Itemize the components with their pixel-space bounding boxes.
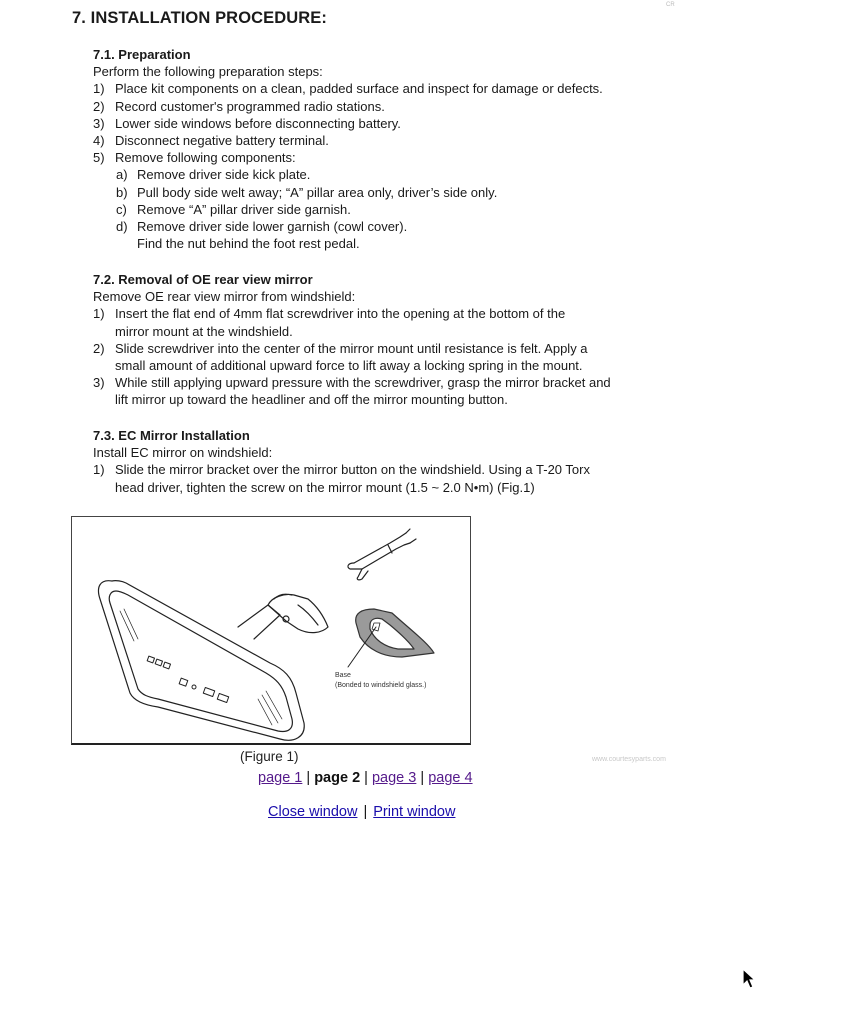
page-3-link[interactable]: page 3 bbox=[371, 770, 417, 786]
list-item bbox=[93, 80, 693, 97]
item-text: Record customer's programmed radio stations. bbox=[115, 98, 385, 114]
mouse-pointer-icon bbox=[742, 968, 758, 995]
item-letter: c) bbox=[116, 201, 127, 217]
list-item bbox=[93, 149, 693, 166]
separator: | bbox=[363, 804, 368, 820]
list-item bbox=[93, 461, 693, 478]
item-number: 5) bbox=[93, 150, 105, 166]
item-text: Insert the flat end of 4mm flat screwdriver into the opening at the bottom of the bbox=[115, 306, 566, 322]
item-text: While still applying upward pressure with the screwdriver, grasp the mirror bracket and bbox=[115, 375, 611, 391]
list-item bbox=[93, 374, 693, 391]
item-number: 4) bbox=[93, 133, 105, 149]
list-item bbox=[93, 305, 693, 322]
mirror-buttons-drawing bbox=[147, 656, 229, 702]
separator: | bbox=[364, 770, 368, 786]
mirror-mount-drawing bbox=[238, 594, 328, 639]
item-text: Pull body side welt away; “A” pillar area only, driver’s side only. bbox=[137, 184, 498, 200]
section-title: 7.1. Preparation bbox=[93, 47, 191, 62]
figure-label-base: Base bbox=[335, 672, 351, 679]
item-number: 1) bbox=[93, 306, 105, 322]
page-heading: 7. INSTALLATION PROCEDURE: bbox=[72, 9, 327, 27]
section-ec-mirror-installation bbox=[93, 427, 693, 496]
torx-driver-drawing bbox=[348, 529, 416, 580]
separator: | bbox=[420, 770, 425, 786]
item-text-continued: mirror mount at the windshield. bbox=[115, 323, 293, 339]
watermark: www.courtesyparts.com bbox=[592, 756, 666, 763]
item-text: Remove driver side lower garnish (cowl cover). bbox=[137, 219, 408, 235]
mirror-illustration bbox=[72, 517, 470, 743]
item-text: Disconnect negative battery terminal. bbox=[115, 133, 329, 149]
item-letter: a) bbox=[116, 167, 128, 183]
item-text: Slide screwdriver into the center of the mirror mount until resistance is felt. Apply a bbox=[115, 340, 588, 356]
item-text: Lower side windows before disconnecting battery. bbox=[115, 115, 401, 131]
page-4-link[interactable]: page 4 bbox=[428, 770, 473, 786]
item-number: 1) bbox=[93, 462, 105, 478]
section-intro: Remove OE rear view mirror from windshield: bbox=[93, 289, 356, 305]
sub-list-item bbox=[116, 166, 693, 183]
separator: | bbox=[306, 770, 311, 786]
figure-mirror-diagram bbox=[71, 516, 471, 745]
sub-list-item bbox=[116, 218, 693, 235]
list-item bbox=[93, 115, 693, 132]
section-removal bbox=[93, 271, 693, 409]
list-item bbox=[93, 132, 693, 149]
mirror-body-drawing bbox=[99, 581, 305, 741]
section-preparation bbox=[93, 46, 693, 252]
figure-caption: (Figure 1) bbox=[240, 749, 299, 764]
list-item bbox=[93, 98, 693, 115]
item-text: Place kit components on a clean, padded surface and inspect for damage or defects. bbox=[115, 81, 603, 97]
pagination bbox=[258, 770, 473, 786]
item-letter: d) bbox=[116, 219, 128, 235]
close-window-link[interactable]: Close window bbox=[268, 804, 358, 820]
item-number: 2) bbox=[93, 340, 105, 356]
item-text: Remove following components: bbox=[115, 150, 296, 166]
current-page: page 2 bbox=[314, 770, 361, 786]
figure-label-bonded: (Bonded to windshield glass.) bbox=[335, 682, 427, 689]
item-number: 2) bbox=[93, 98, 105, 114]
window-links bbox=[268, 804, 455, 820]
list-item bbox=[93, 340, 693, 357]
sub-list-item bbox=[116, 201, 693, 218]
item-text-continued: head driver, tighten the screw on the mirror mount (1.5 ~ 2.0 N•m) (Fig.1) bbox=[115, 479, 535, 495]
section-intro: Perform the following preparation steps: bbox=[93, 64, 323, 80]
item-number: 3) bbox=[93, 115, 105, 131]
page-1-link[interactable]: page 1 bbox=[258, 770, 303, 786]
section-title: 7.2. Removal of OE rear view mirror bbox=[93, 272, 313, 287]
section-title: 7.3. EC Mirror Installation bbox=[93, 428, 250, 443]
section-intro: Install EC mirror on windshield: bbox=[93, 445, 273, 461]
item-text: Remove driver side kick plate. bbox=[137, 167, 311, 183]
item-text: Slide the mirror bracket over the mirror button on the windshield. Using a T-20 Torx bbox=[115, 462, 590, 478]
sub-item-note: Find the nut behind the foot rest pedal. bbox=[137, 236, 360, 252]
item-number: 1) bbox=[93, 81, 105, 97]
corner-mark: CR bbox=[666, 2, 675, 8]
sub-list-item bbox=[116, 184, 693, 201]
windshield-base-drawing bbox=[348, 609, 434, 667]
item-text: Remove “A” pillar driver side garnish. bbox=[137, 201, 351, 217]
item-number: 3) bbox=[93, 375, 105, 391]
item-letter: b) bbox=[116, 184, 128, 200]
item-text-continued: lift mirror up toward the headliner and off the mirror mounting button. bbox=[115, 392, 508, 408]
item-text-continued: small amount of additional upward force to lift away a locking spring in the mount. bbox=[115, 358, 583, 374]
print-window-link[interactable]: Print window bbox=[373, 804, 456, 820]
